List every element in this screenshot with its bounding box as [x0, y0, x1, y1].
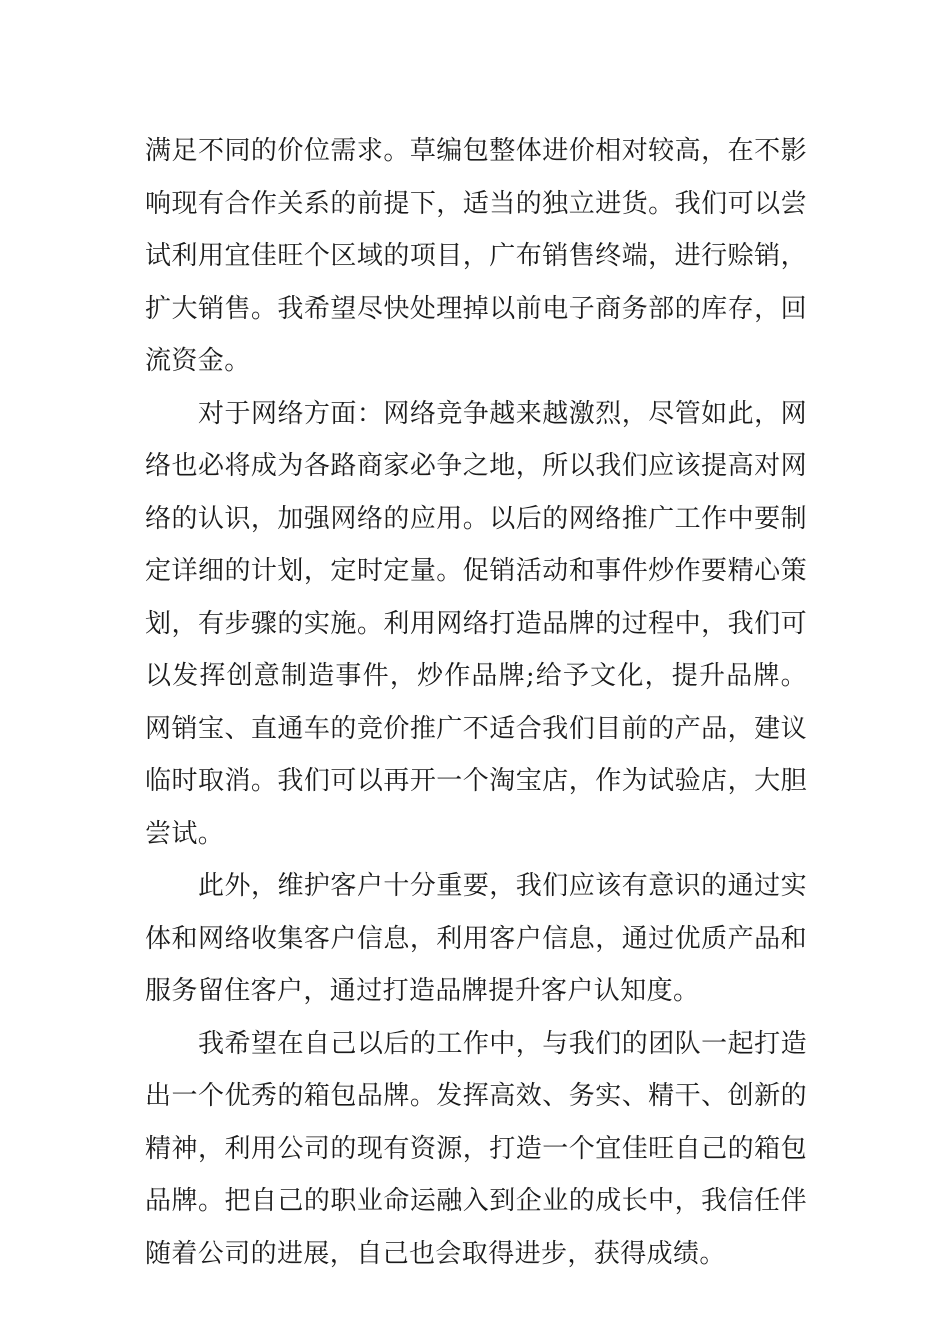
document-body — [145, 125, 807, 1280]
paragraph-network: 对于网络方面：网络竞争越来越激烈，尽管如此，网络也必将成为各路商家必争之地，所以我们应该提高对网络的认识，加强网络的应用。以后的网络推广工作中要制定详细的计划，定时定量。促销活动和事件炒作要精心策划，有步骤的实施。利用网络打造品牌的过程中，我们可以发挥创意制造事件，炒作品牌;给予文化，提升品牌。网销宝、直通车的竞价推广不适合我们目前的产品，建议临时取消。我们可以再开一个淘宝店，作为试验店，大胆尝试。 — [145, 398, 807, 849]
paragraph-customers: 此外，维护客户十分重要，我们应该有意识的通过实体和网络收集客户信息，利用客户信息，通过优质产品和服务留住客户，通过打造品牌提升客户认知度。 — [145, 871, 807, 1006]
paragraph-conclusion: 我希望在自己以后的工作中，与我们的团队一起打造出一个优秀的箱包品牌。发挥高效、务实、精干、创新的精神，利用公司的现有资源，打造一个宜佳旺自己的箱包品牌。把自己的职业命运融入到企业的成长中，我信任伴随着公司的进展，自己也会取得进步，获得成绩。 — [145, 1028, 807, 1269]
paragraph-continuation: 满足不同的价位需求。草编包整体进价相对较高，在不影响现有合作关系的前提下，适当的独立进货。我们可以尝试利用宜佳旺个区域的项目，广布销售终端，进行赊销，扩大销售。我希望尽快处理掉以前电子商务部的库存，回流资金。 — [145, 136, 807, 376]
